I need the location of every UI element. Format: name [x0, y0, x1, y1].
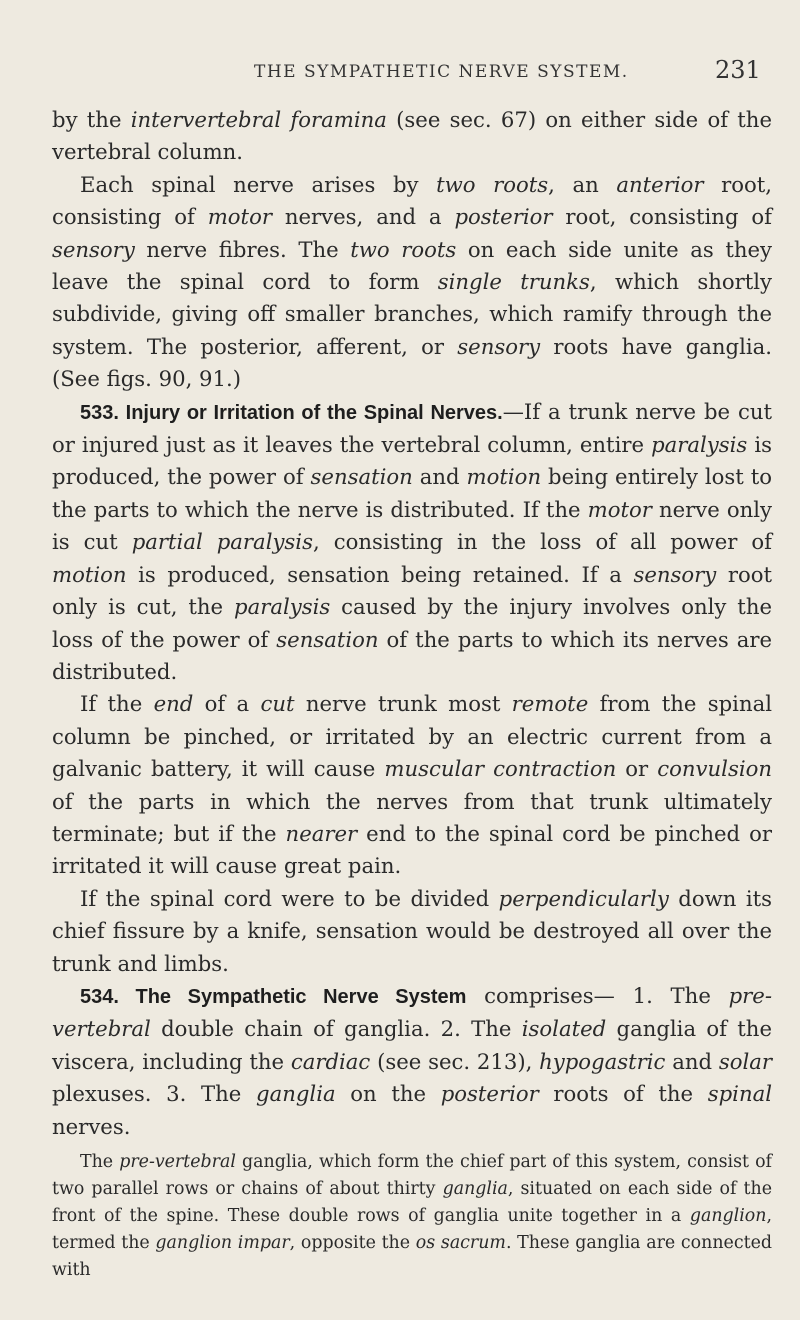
italic-text-run: muscular contraction	[384, 756, 617, 782]
text-run: is produced, sensation being retained. If a	[126, 561, 634, 587]
text-run: , which shortly subdivide, giving off smaller branches, which ramify through the system. The posterior, afferent, or	[52, 269, 772, 359]
text-run: plexuses. 3. The	[52, 1081, 257, 1107]
text-run: and	[665, 1048, 719, 1074]
text-run: or	[616, 756, 658, 782]
italic-text-run: motion	[466, 464, 542, 490]
text-run: —If a trunk nerve be cut or injured just as it leaves the vertebral column, entire	[52, 398, 772, 458]
italic-text-run: sensation	[276, 626, 379, 652]
text-run: of the parts to which its nerves are distributed.	[52, 626, 773, 684]
text-run: nerve trunk most	[294, 691, 512, 717]
paragraph-1	[52, 104, 772, 169]
text-run: The	[80, 1152, 120, 1172]
text-run: caused by the injury involves only the loss of the power of	[52, 594, 772, 652]
italic-text-run: two roots	[436, 171, 549, 197]
running-title: THE SYMPATHETIC NERVE SYSTEM.	[254, 62, 629, 82]
text-run: roots have ganglia. (See figs. 90, 91.)	[52, 333, 772, 392]
text-run: by the	[52, 107, 131, 132]
text-run: of a	[193, 691, 261, 717]
text-run: roots of the	[538, 1081, 708, 1107]
text-run: on the	[335, 1081, 441, 1107]
text-run: being entirely lost to the parts to which the nerve is distributed. If the	[52, 464, 773, 522]
text-run: down its chief fissure by a knife, sensation would be destroyed all over the trunk and limbs.	[52, 885, 772, 976]
text-run: nerves.	[52, 1113, 131, 1139]
italic-text-run: paralysis	[651, 432, 748, 458]
text-run: nerves, and a	[271, 204, 455, 230]
italic-text-run: end	[153, 691, 194, 717]
text-run: If the	[80, 691, 154, 717]
italic-text-run: anterior	[616, 171, 704, 197]
text-run: nerve fibres. The	[134, 236, 351, 262]
text-run: , an	[548, 171, 617, 197]
italic-text-run: motor	[587, 496, 652, 522]
italic-text-run: two roots	[350, 236, 457, 262]
italic-text-run: intervertebral foramina	[130, 107, 387, 132]
page-header	[254, 56, 761, 92]
italic-text-run: posterior	[454, 204, 553, 230]
body-text	[52, 104, 772, 1284]
text-run: end to the spinal cord be pinched or irritated it will cause great pain.	[52, 820, 773, 879]
italic-text-run: ganglia	[256, 1081, 336, 1107]
italic-text-run: cut	[260, 691, 295, 717]
text-run: ganglia, which form the chief part of this system, consist of two parallel rows or chains of about thirty	[52, 1152, 772, 1199]
paragraph-4	[52, 688, 772, 882]
paragraph-6	[52, 980, 772, 1143]
text-run: (see sec. 67) on either side of the vertebral column.	[52, 107, 772, 165]
italic-text-run: nearer	[285, 820, 358, 846]
italic-text-run: solar	[718, 1048, 772, 1074]
italic-text-run: ganglia	[442, 1179, 508, 1199]
text-run: , situated on each side of the front of the spine. These double rows of ganglia unite together in a	[52, 1179, 772, 1226]
italic-text-run: single trunks	[437, 269, 590, 295]
text-run: ganglia of the viscera, including the	[52, 1016, 772, 1074]
italic-text-run: posterior	[440, 1081, 539, 1107]
section-534-heading: 534. The Sympathetic Nerve System	[80, 985, 467, 1008]
text-run: If the spinal cord were to be divided	[80, 885, 499, 911]
italic-text-run: ganglion impar	[155, 1233, 290, 1253]
text-run: . These ganglia are connected with	[52, 1233, 772, 1280]
text-run: from the spinal column be pinched, or irritated by an electric current from a galvanic battery, it will cause	[52, 691, 772, 782]
italic-text-run: ganglion	[689, 1206, 767, 1226]
italic-text-run: partial paralysis	[131, 529, 313, 555]
paragraph-7-small-print	[52, 1149, 772, 1284]
paragraph-3	[52, 396, 772, 689]
italic-text-run: sensation	[310, 464, 413, 490]
italic-text-run: motor	[207, 204, 272, 230]
text-run: of the parts in which the nerves from that trunk ultimately terminate; but if the	[52, 788, 772, 846]
italic-text-run: remote	[511, 691, 589, 717]
text-run: nerve only is cut	[52, 496, 772, 555]
paragraph-2	[52, 169, 772, 396]
italic-text-run: sensory	[52, 236, 135, 262]
text-run: and	[412, 464, 467, 490]
paragraph-5	[52, 883, 772, 980]
italic-text-run: sensory	[457, 333, 541, 359]
italic-text-run: isolated	[521, 1016, 607, 1042]
text-run: root only is cut, the	[52, 561, 772, 620]
text-run: double chain of ganglia. 2. The	[150, 1016, 522, 1042]
italic-text-run: sensory	[633, 561, 717, 587]
italic-text-run: os sacrum	[415, 1233, 506, 1253]
text-run: , consisting in the loss of all power of	[312, 529, 772, 555]
italic-text-run: paralysis	[234, 594, 331, 620]
text-run: (see sec. 213),	[370, 1048, 540, 1074]
text-run: root, consisting of	[52, 171, 772, 230]
text-run: comprises— 1. The	[466, 982, 729, 1008]
text-run: , opposite the	[289, 1233, 416, 1253]
text-run: , termed the	[52, 1206, 772, 1253]
text-run: root, consisting of	[552, 204, 773, 230]
page-number: 231	[715, 56, 761, 84]
italic-text-run: pre-vertebral	[119, 1152, 236, 1172]
italic-text-run: motion	[52, 561, 127, 587]
italic-text-run: cardiac	[290, 1048, 371, 1074]
text-run: Each spinal nerve arises by	[80, 171, 437, 197]
section-533-heading: 533. Injury or Irritation of the Spinal Nerves.	[80, 401, 503, 424]
italic-text-run: spinal	[707, 1081, 773, 1107]
italic-text-run: convulsion	[657, 756, 772, 782]
italic-text-run: perpendicularly	[498, 885, 669, 911]
italic-text-run: pre-vertebral	[52, 982, 772, 1042]
italic-text-run: hypogastric	[539, 1048, 666, 1074]
text-run: on each side unite as they leave the spinal cord to form	[52, 236, 772, 295]
text-run: is produced, the power of	[52, 432, 772, 490]
